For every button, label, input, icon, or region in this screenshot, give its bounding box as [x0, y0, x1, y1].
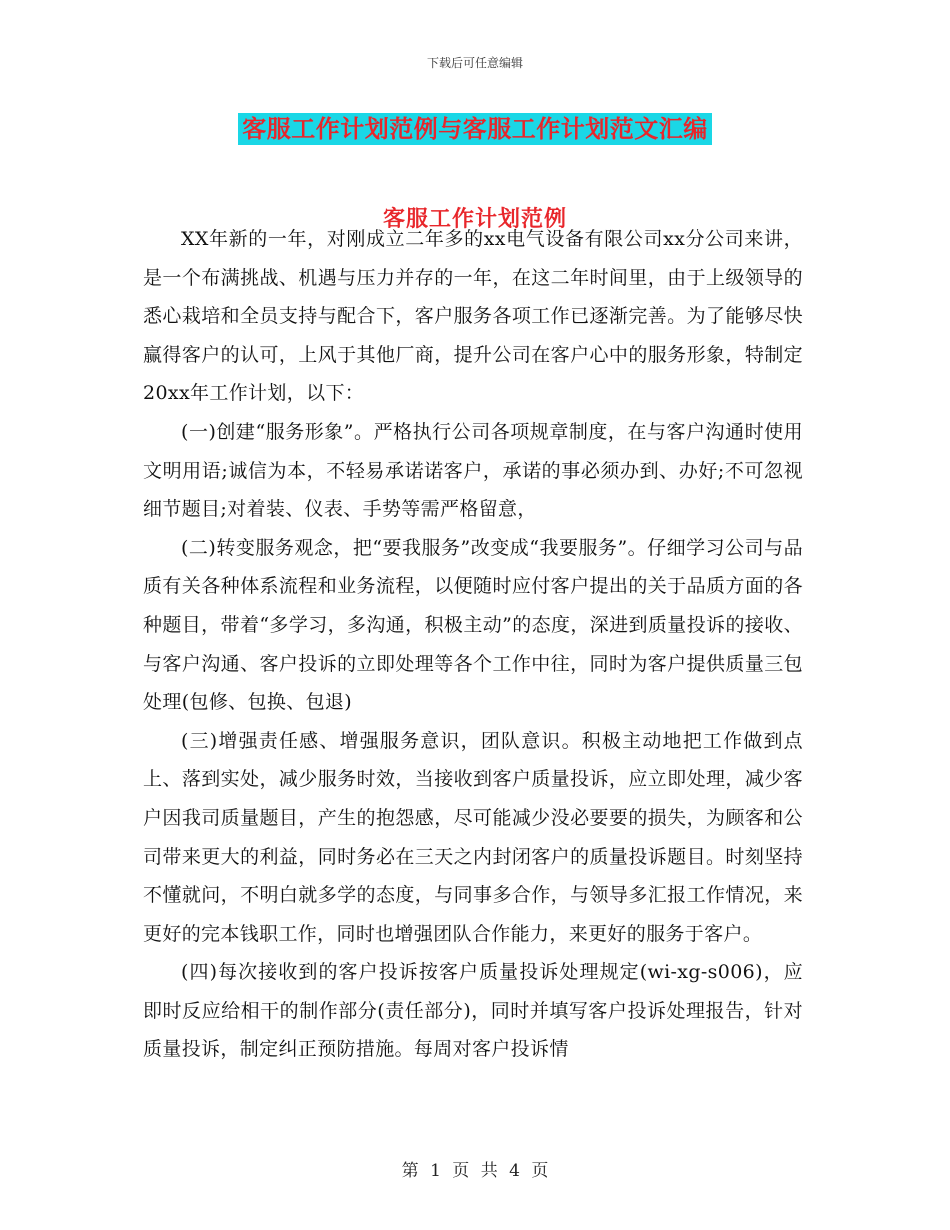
- page-footer: 第 1 页 共 4 页: [401, 1161, 549, 1181]
- paragraph-item-4: (四)每次接收到的客户投诉按客户质量投诉处理规定(wi-xg-s006)，应即时反应给相干的制作部分(责任部分)，同时并填写客户投诉处理报告，针对质量投诉，制定纠正预防措施。每周对客户投诉情: [143, 961, 803, 1061]
- paragraph-intro: XX年新的一年，对刚成立二年多的xx电气设备有限公司xx分公司来讲，是一个布满挑战、机遇与压力并存的一年，在这二年时间里，由于上级领导的悉心栽培和全员支持与配合下，客户服务各项工作已逐渐完善。为了能够尽快赢得客户的认可，上风于其他厂商，提升公司在客户心中的服务形象，特制定20xx年工作计划，以下：: [143, 228, 803, 405]
- main-title: 客服工作计划范例与客服工作计划范文汇编: [238, 113, 712, 145]
- paragraph-item-2: (二)转变服务观念，把“要我服务”改变成“我要服务”。仔细学习公司与品质有关各种体系流程和业务流程，以便随时应付客户提出的关于品质方面的各种题目，带着“多学习，多沟通，积极主动”的态度，深进到质量投诉的接收、与客户沟通、客户投诉的立即处理等各个工作中往，同时为客户提供质量三包处理(包修、包换、包退): [143, 536, 803, 714]
- main-title-container: [0, 113, 950, 145]
- document-body: [143, 220, 803, 1069]
- paragraph-item-1: (一)创建“服务形象”。严格执行公司各项规章制度，在与客户沟通时使用文明用语;诚信为本，不轻易承诺诺客户，承诺的事必须办到、办好;不可忽视细节题目;对着装、仪表、手势等需严格留意，: [143, 420, 803, 521]
- header-note: 下载后可任意编辑: [426, 56, 523, 70]
- paragraph-item-3: (三)增强责任感、增强服务意识，团队意识。积极主动地把工作做到点上、落到实处，减少服务时效，当接收到客户质量投诉，应立即处理，减少客户因我司质量题目，产生的抱怨感，尽可能减少没必要要的损失，为顾客和公司带来更大的利益，同时务必在三天之内封闭客户的质量投诉题目。时刻坚持不懂就问，不明白就多学的态度，与同事多合作，与领导多汇报工作情况，来更好的完本钱职工作，同时也增强团队合作能力，来更好的服务于客户。: [143, 729, 803, 945]
- section-title: 客服工作计划范例: [382, 206, 567, 232]
